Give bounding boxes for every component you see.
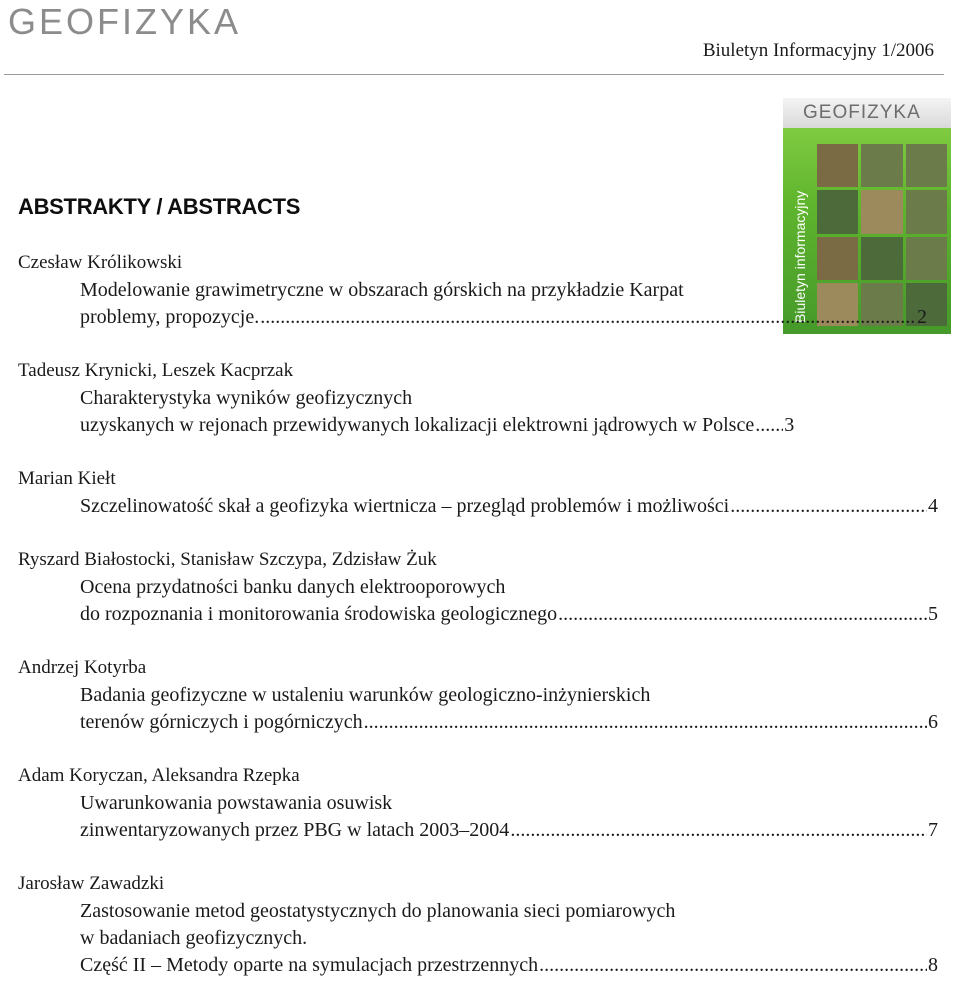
- entry-author: Tadeusz Krynicki, Leszek Kacprzak: [18, 360, 294, 381]
- entry-title-line: do rozpoznania i monitorowania środowiska geologicznego: [80, 603, 558, 625]
- entry-title-with-page: [80, 414, 938, 437]
- entry-title-with-page: [80, 711, 938, 734]
- cover-photo: [906, 190, 947, 233]
- cover-photo: [817, 144, 858, 187]
- entry-title-line: Szczelinowatość skał a geofizyka wiertnicza – przegląd problemów i możliwości: [80, 495, 730, 517]
- entry-title-with-page: [80, 306, 927, 329]
- entry-page-number: 8: [928, 954, 938, 976]
- toc-entry[interactable]: [0, 360, 960, 468]
- toc-entry[interactable]: [0, 252, 960, 360]
- dot-leader: [539, 954, 927, 977]
- dot-leader: [558, 603, 927, 626]
- cover-photo: [817, 190, 858, 233]
- entry-author: Czesław Królikowski: [18, 252, 183, 273]
- header-divider: [4, 74, 944, 75]
- entry-author: Ryszard Białostocki, Stanisław Szczypa, Zdzisław Żuk: [18, 549, 437, 570]
- dot-leader: [364, 711, 927, 734]
- entry-title-line: Charakterystyka wyników geofizycznych: [80, 387, 413, 409]
- entry-author: Marian Kiełt: [18, 468, 116, 489]
- entry-author: Jarosław Zawadzki: [18, 873, 165, 894]
- cover-photo: [861, 190, 902, 233]
- cover-logo: GEOFIZYKA: [803, 102, 921, 123]
- entry-title-line: zinwentaryzowanych przez PBG w latach 2003–2004: [80, 819, 510, 841]
- entry-author: Adam Koryczan, Aleksandra Rzepka: [18, 765, 300, 786]
- toc-entry[interactable]: [0, 873, 960, 983]
- entry-title-with-page: [80, 603, 938, 626]
- entry-title-line: w badaniach geofizycznych.: [80, 927, 308, 949]
- entry-title-line: Uwarunkowania powstawania osuwisk: [80, 792, 393, 814]
- entry-author: Andrzej Kotyrba: [18, 657, 147, 678]
- entry-page-number: 5: [928, 603, 938, 625]
- geofizyka-logo: GEOFIZYKA: [8, 1, 242, 42]
- entry-page-number: 6: [928, 711, 938, 733]
- cover-header-bar: [783, 98, 951, 128]
- cover-photo: [861, 144, 902, 187]
- entry-page-number: 3: [784, 414, 795, 436]
- entry-title-line: Ocena przydatności banku danych elektrooporowych: [80, 576, 506, 598]
- entry-title-with-page: [80, 954, 938, 977]
- cover-photo: [906, 144, 947, 187]
- toc-entry[interactable]: [0, 549, 960, 657]
- dot-leader: [730, 495, 927, 518]
- cover-side-text: Biuletyn informacyjny: [792, 190, 808, 323]
- bulletin-issue: Biuletyn Informacyjny 1/2006: [702, 40, 934, 61]
- entry-title-line: Część II – Metody oparte na symulacjach przestrzennych: [80, 954, 539, 976]
- dot-leader: [510, 819, 927, 842]
- entry-page-number: 7: [928, 819, 938, 841]
- dot-leader: [260, 306, 916, 329]
- entry-title-line: problemy, propozycje.: [80, 306, 260, 328]
- entry-title-line: terenów górniczych i pogórniczych: [80, 711, 363, 733]
- entry-page-number: 4: [928, 495, 938, 517]
- entry-title-with-page: [80, 819, 938, 842]
- entry-page-number: 2: [917, 306, 927, 328]
- page-title: ABSTRAKTY / ABSTRACTS: [18, 194, 301, 219]
- toc-entry[interactable]: [0, 765, 960, 873]
- dot-leader: [755, 414, 783, 437]
- entry-title-line: Modelowanie grawimetryczne w obszarach górskich na przykładzie Karpat: [80, 279, 684, 301]
- toc-entry[interactable]: [0, 657, 960, 765]
- entry-title-line: uzyskanych w rejonach przewidywanych lokalizacji elektrowni jądrowych w Polsce: [80, 414, 755, 436]
- toc-entry[interactable]: [0, 468, 960, 549]
- entry-title-with-page: [80, 495, 938, 518]
- entry-title-line: Badania geofizyczne w ustaleniu warunków geologiczno-inżynierskich: [80, 684, 651, 706]
- entry-title-line: Zastosowanie metod geostatystycznych do planowania sieci pomiarowych: [80, 900, 676, 922]
- table-of-contents: [0, 252, 960, 983]
